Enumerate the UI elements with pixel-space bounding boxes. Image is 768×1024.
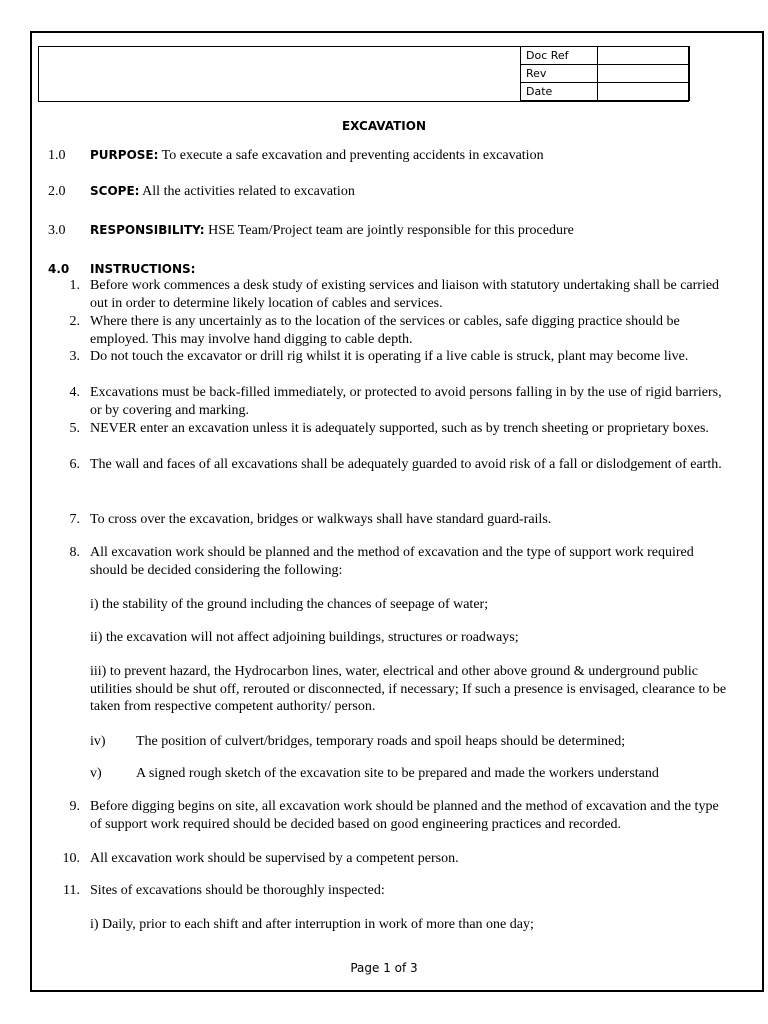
item-text: NEVER enter an excavation unless it is adequately supported, such as by trench sheeting or proprietary boxes. (90, 421, 709, 436)
section-number: 4.0 (48, 262, 70, 276)
item-text: Do not touch the excavator or drill rig whilst it is operating if a live cable is struck, plant may become live. (90, 349, 689, 364)
item-text: All excavation work should be supervised by a competent person. (90, 851, 459, 866)
list-item (60, 850, 725, 868)
rev-label: Rev (521, 65, 598, 83)
section-text: To execute a safe excavation and preventing accidents in excavation (158, 148, 544, 163)
sub-item: iii) to prevent hazard, the Hydrocarbon lines, water, electrical and other above ground & underground public utilities should be shut off, rerouted or disconnected, if necessary; If such a presence is envisaged, clearance to be taken from respective competent authority/ person. (90, 664, 727, 714)
section-text: HSE Team/Project team are jointly responsible for this procedure (204, 223, 574, 238)
list-item (60, 348, 725, 366)
section-number: 1.0 (48, 148, 66, 163)
list-item (60, 798, 725, 833)
item-number: 1. (69, 278, 80, 293)
date-label: Date (521, 83, 598, 101)
item-number: 3. (69, 349, 80, 364)
list-item (60, 456, 725, 474)
date-value (598, 83, 690, 101)
section-label: PURPOSE: (90, 148, 159, 162)
doc-ref-row (521, 47, 690, 65)
item-number: 4. (69, 385, 80, 400)
sub-item: i) the stability of the ground including the chances of seepage of water; (90, 597, 489, 612)
item-text: Before work commences a desk study of existing services and liaison with statutory undertaking shall be carried out in order to determine likely location of cables and services. (90, 278, 720, 311)
section-text: All the activities related to excavation (139, 184, 355, 199)
section-label: RESPONSIBILITY: (90, 223, 205, 237)
item-number: 6. (69, 457, 80, 472)
list-item (60, 544, 725, 579)
item-number: 5. (69, 421, 80, 436)
item-number: 10. (62, 851, 80, 866)
sub-item: i) Daily, prior to each shift and after interruption in work of more than one day; (90, 917, 534, 932)
section-label: SCOPE: (90, 184, 140, 198)
section-purpose (48, 147, 544, 164)
document-control-table (520, 46, 690, 101)
page-number: Page 1 of 3 (350, 961, 418, 975)
date-row (521, 83, 690, 101)
section-number: 3.0 (48, 223, 66, 238)
item-text: Before digging begins on site, all excavation work should be planned and the method of excavation and the type of support work required should be decided based on good engineering practices and recorded. (90, 799, 719, 832)
item-text: Where there is any uncertainly as to the location of the services or cables, safe digging practice should be employed. This may involve hand digging to cable depth. (90, 314, 680, 347)
list-item (60, 511, 725, 529)
item-text: Excavations must be back-filled immediately, or protected to avoid persons falling in by the use of rigid barriers, or by covering and marking. (90, 385, 722, 418)
section-scope (48, 183, 355, 200)
item-number: 9. (69, 799, 80, 814)
roman-numeral: iv) (90, 734, 106, 749)
item-text: Sites of excavations should be thoroughly inspected: (90, 883, 385, 898)
rev-value (598, 65, 690, 83)
list-item (60, 277, 725, 312)
item-number: 2. (69, 314, 80, 329)
sub-item-roman (90, 765, 730, 782)
item-text: All excavation work should be planned and the method of excavation and the type of support work required should be decided considering the following: (90, 545, 694, 578)
section-responsibility (48, 222, 574, 239)
list-item (60, 882, 725, 900)
item-text: The wall and faces of all excavations shall be adequately guarded to avoid risk of a fall or dislodgement of earth. (90, 457, 722, 472)
list-item (60, 420, 725, 438)
document-title: EXCAVATION (341, 119, 427, 133)
sub-item-text: A signed rough sketch of the excavation site to be prepared and made the workers understand (136, 766, 659, 781)
sub-item: ii) the excavation will not affect adjoining buildings, structures or roadways; (90, 630, 519, 645)
item-number: 7. (69, 512, 80, 527)
sub-item-roman (90, 733, 730, 750)
list-item (60, 384, 725, 419)
list-item (60, 313, 725, 348)
section-label: INSTRUCTIONS: (90, 262, 196, 276)
rev-row (521, 65, 690, 83)
section-number: 2.0 (48, 184, 66, 199)
item-text: To cross over the excavation, bridges or walkways shall have standard guard-rails. (90, 512, 552, 527)
item-number: 11. (63, 883, 80, 898)
item-number: 8. (69, 545, 80, 560)
doc-ref-label: Doc Ref (521, 47, 598, 65)
section-instructions (48, 261, 195, 278)
doc-ref-value (598, 47, 690, 65)
roman-numeral: v) (90, 766, 102, 781)
sub-item-text: The position of culvert/bridges, temporary roads and spoil heaps should be determined; (136, 734, 626, 749)
